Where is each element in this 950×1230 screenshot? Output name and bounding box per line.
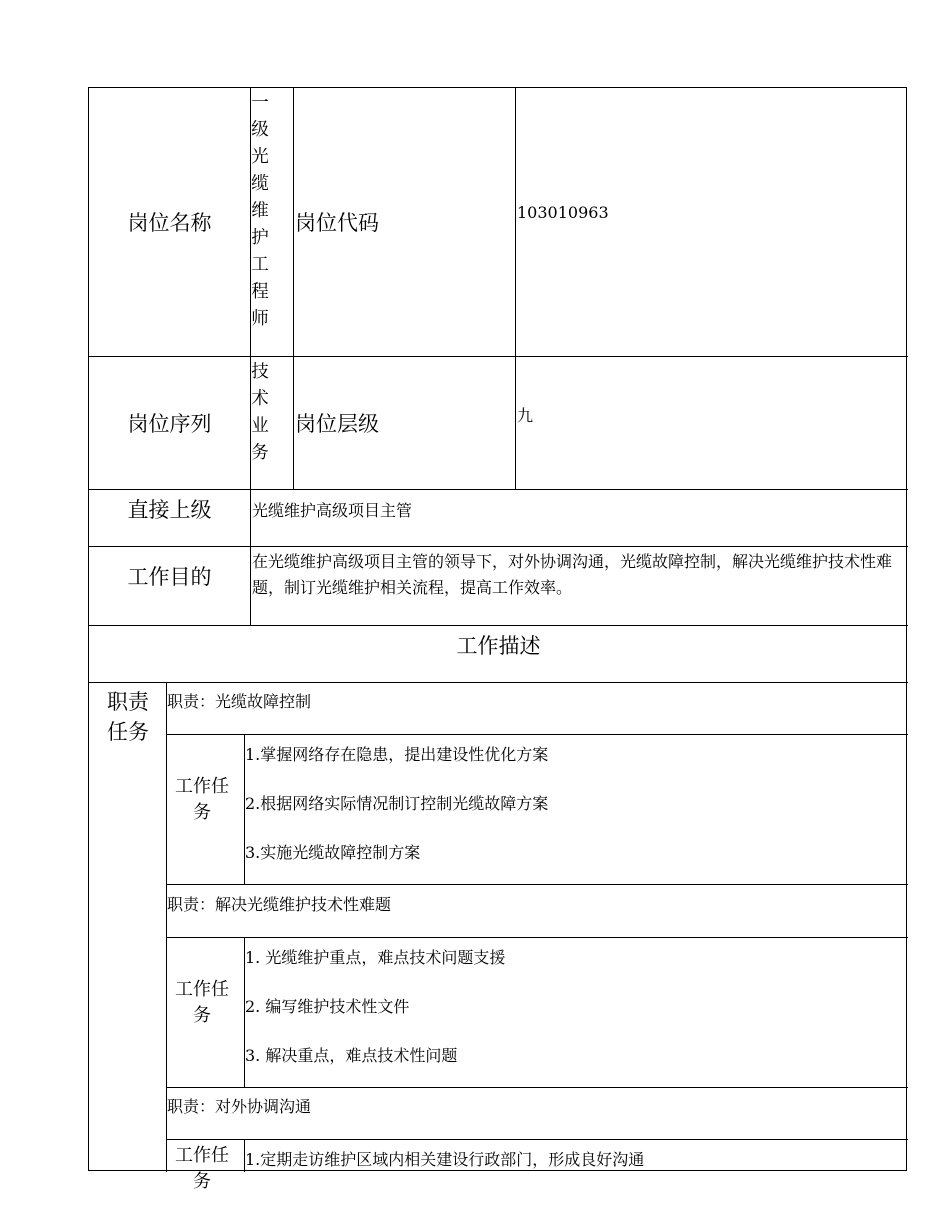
- position-name-value: 一级光缆维护工程师: [251, 93, 269, 329]
- job-description-table: [88, 87, 907, 1192]
- task-label: 工作任务: [175, 776, 229, 823]
- task-item: 1.掌握网络存在隐患，提出建设性优化方案: [245, 745, 549, 764]
- position-code-value: 103010963: [517, 203, 609, 222]
- direct-superior-label: 直接上级: [127, 498, 212, 522]
- task-item: 2.根据网络实际情况制订控制光缆故障方案: [245, 794, 549, 813]
- task-item: 3. 解决重点，难点技术性问题: [245, 1046, 458, 1065]
- position-code-label: 岗位代码: [295, 211, 379, 235]
- duty-title: 职责：解决光缆维护技术性难题: [167, 895, 392, 914]
- task-item: 1. 光缆维护重点，难点技术问题支援: [245, 948, 506, 967]
- position-level-value: 九: [517, 406, 534, 425]
- task-item: 3.实施光缆故障控制方案: [245, 843, 421, 862]
- position-series-value: 技术业务: [251, 362, 269, 463]
- duty-title: 职责：光缆故障控制: [167, 692, 312, 711]
- duty-title: 职责：对外协调沟通: [167, 1097, 312, 1116]
- task-item: 2. 编写维护技术性文件: [245, 997, 410, 1016]
- task-label: 工作任务: [175, 1145, 229, 1192]
- duties-label: 职责任务: [107, 690, 149, 744]
- job-description-title: 工作描述: [456, 634, 541, 658]
- job-purpose-value: 在光缆维护高级项目主管的领导下，对外协调沟通，光缆故障控制，解决光缆维护技术性难题，制订光缆维护相关流程，提高工作效率。: [252, 552, 893, 597]
- job-purpose-label: 工作目的: [127, 565, 212, 589]
- task-label: 工作任务: [175, 979, 229, 1026]
- position-series-label: 岗位序列: [127, 412, 212, 436]
- position-name-label: 岗位名称: [127, 211, 212, 235]
- task-item: 1.定期走访维护区域内相关建设行政部门，形成良好沟通: [245, 1150, 645, 1169]
- position-level-label: 岗位层级: [295, 412, 379, 436]
- direct-superior-value: 光缆维护高级项目主管: [252, 501, 413, 520]
